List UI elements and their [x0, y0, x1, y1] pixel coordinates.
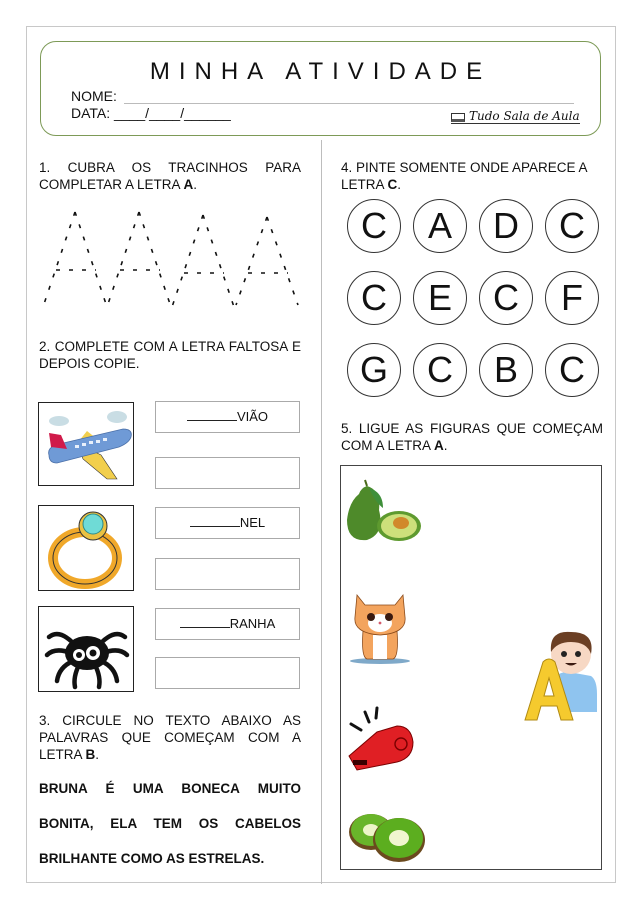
avocado-icon[interactable]: [345, 476, 423, 546]
spider-icon: [39, 607, 134, 692]
ring-icon: [39, 506, 134, 591]
matching-box: [340, 465, 602, 870]
highlight-letter: A: [434, 438, 444, 453]
airplane-icon: [39, 403, 134, 486]
highlight-letter: C: [387, 177, 398, 192]
picture-spider: [38, 606, 134, 692]
letter-circle[interactable]: B: [479, 343, 533, 397]
question-5: 5. LIGUE AS FIGURAS QUE COMEÇAM COM A LETRA A.: [341, 421, 603, 453]
kiwi-icon[interactable]: [347, 808, 427, 864]
letter-circle[interactable]: C: [347, 199, 401, 253]
date-label[interactable]: DATA: ____/____/______: [71, 105, 231, 121]
header-box: [40, 41, 601, 136]
letter-circle[interactable]: A: [413, 199, 467, 253]
page-title: MINHA ATIVIDADE: [149, 58, 492, 85]
column-divider: [321, 140, 322, 884]
name-label: NOME:: [71, 88, 117, 104]
letter-circle[interactable]: C: [479, 271, 533, 325]
letter-circle[interactable]: D: [479, 199, 533, 253]
question-1: 1. CUBRA OS TRACINHOS PARA COMPLETAR A LETRA A.: [39, 160, 301, 192]
cat-icon[interactable]: [347, 591, 413, 665]
letter-a-tracing[interactable]: [40, 208, 300, 308]
brand-text: Tudo Sala de Aula: [469, 109, 580, 123]
highlight-letter: B: [85, 747, 96, 762]
paragraph-line-1[interactable]: BRUNA É UMA BONECA MUITO: [39, 781, 301, 796]
question-3: 3. CIRCULE NO TEXTO ABAIXO AS PALAVRAS QUE COMEÇAM COM A LETRA B.: [39, 713, 301, 762]
blank-line: [180, 615, 230, 628]
question-2: 2. COMPLETE COM A LETRA FALTOSA E DEPOIS COPIE.: [39, 339, 301, 371]
highlight-letter: A: [183, 177, 194, 192]
copy-box-anel[interactable]: [155, 558, 300, 590]
picture-ring: [38, 505, 134, 591]
copy-box-aviao[interactable]: [155, 457, 300, 489]
question-4: 4. PINTE SOMENTE ONDE APARECE A LETRA C.: [341, 160, 587, 192]
word-box-anel[interactable]: NEL: [155, 507, 300, 539]
brand-logo: [451, 109, 580, 124]
word-box-aranha[interactable]: RANHA: [155, 608, 300, 640]
blank-line: [190, 514, 240, 527]
whistle-icon[interactable]: [347, 706, 415, 772]
letter-circle[interactable]: F: [545, 271, 599, 325]
letter-circle[interactable]: C: [347, 271, 401, 325]
letter-circle[interactable]: C: [545, 343, 599, 397]
letter-circle[interactable]: E: [413, 271, 467, 325]
letter-circle[interactable]: G: [347, 343, 401, 397]
paragraph-line-3[interactable]: BRILHANTE COMO AS ESTRELAS.: [39, 851, 265, 866]
laptop-icon: [451, 113, 465, 122]
letter-circle[interactable]: C: [545, 199, 599, 253]
word-box-aviao[interactable]: VIÃO: [155, 401, 300, 433]
paragraph-line-2[interactable]: BONITA, ELA TEM OS CABELOS: [39, 816, 301, 831]
copy-box-aranha[interactable]: [155, 657, 300, 689]
picture-airplane: [38, 402, 134, 486]
boy-holding-letter-a-icon[interactable]: [521, 628, 599, 724]
blank-line: [187, 408, 237, 421]
name-line[interactable]: [124, 103, 574, 104]
letter-circle[interactable]: C: [413, 343, 467, 397]
